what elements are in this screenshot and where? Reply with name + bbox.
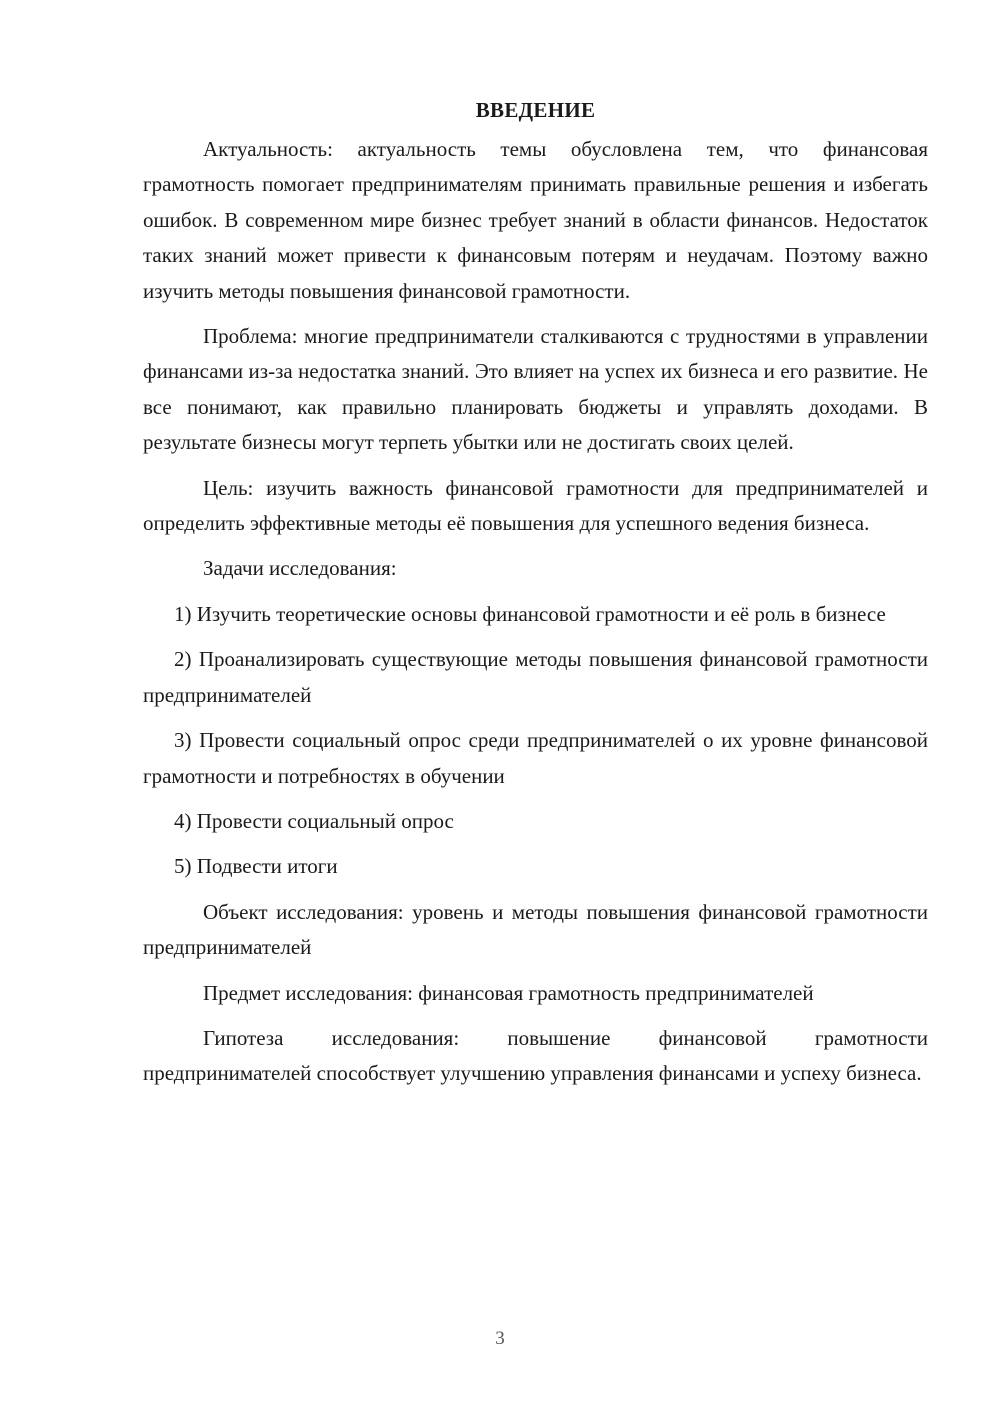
goal-paragraph: Цель: изучить важность финансовой грамотности для предпринимателей и определить эффективные методы её повышения для успешного ведения бизнеса.: [143, 475, 928, 536]
page-number: 3: [495, 1328, 505, 1349]
tasks-heading: Задачи исследования:: [203, 556, 397, 581]
document-title: ВВЕДЕНИЕ: [475, 98, 596, 122]
problem-paragraph: Проблема: многие предприниматели сталкиваются с трудностями в управлении финансами из-за недостатка знаний. Это влияет на успех их бизнеса и его развитие. Не все понимают, как правильно планировать бюджеты и управлять доходами. В результате бизнесы могут терпеть убытки или не достигать своих целей.: [143, 324, 928, 455]
list-item: 3) Провести социальный опрос среди предпринимателей о их уровне финансовой грамотности и потребностях в обучении: [143, 728, 928, 788]
list-item: 5) Подвести итоги: [174, 854, 338, 879]
document-page: [143, 93, 928, 1102]
hypothesis-paragraph: Гипотеза исследования: повышение финансовой грамотности предпринимателей способствует улучшению управления финансами и успеху бизнеса.: [143, 1025, 928, 1086]
subject-paragraph: Предмет исследования: финансовая грамотность предпринимателей: [203, 980, 814, 1005]
relevance-paragraph: Актуальность: актуальность темы обусловлена тем, что финансовая грамотность помогает предпринимателям принимать правильные решения и избегать ошибок. В современном мире бизнес требует знаний в области финансов. Недостаток таких знаний может привести к финансовым потерям и неудачам. Поэтому важно изучить методы повышения финансовой грамотности.: [143, 137, 928, 303]
list-item: 1) Изучить теоретические основы финансовой грамотности и её роль в бизнесе: [174, 601, 886, 626]
tasks-list: [143, 597, 928, 885]
object-paragraph: Объект исследования: уровень и методы повышения финансовой грамотности предпринимателей: [143, 899, 928, 960]
list-item: 4) Провести социальный опрос: [174, 808, 454, 833]
list-item: 2) Проанализировать существующие методы повышения финансовой грамотности предпринимателей: [143, 647, 928, 707]
